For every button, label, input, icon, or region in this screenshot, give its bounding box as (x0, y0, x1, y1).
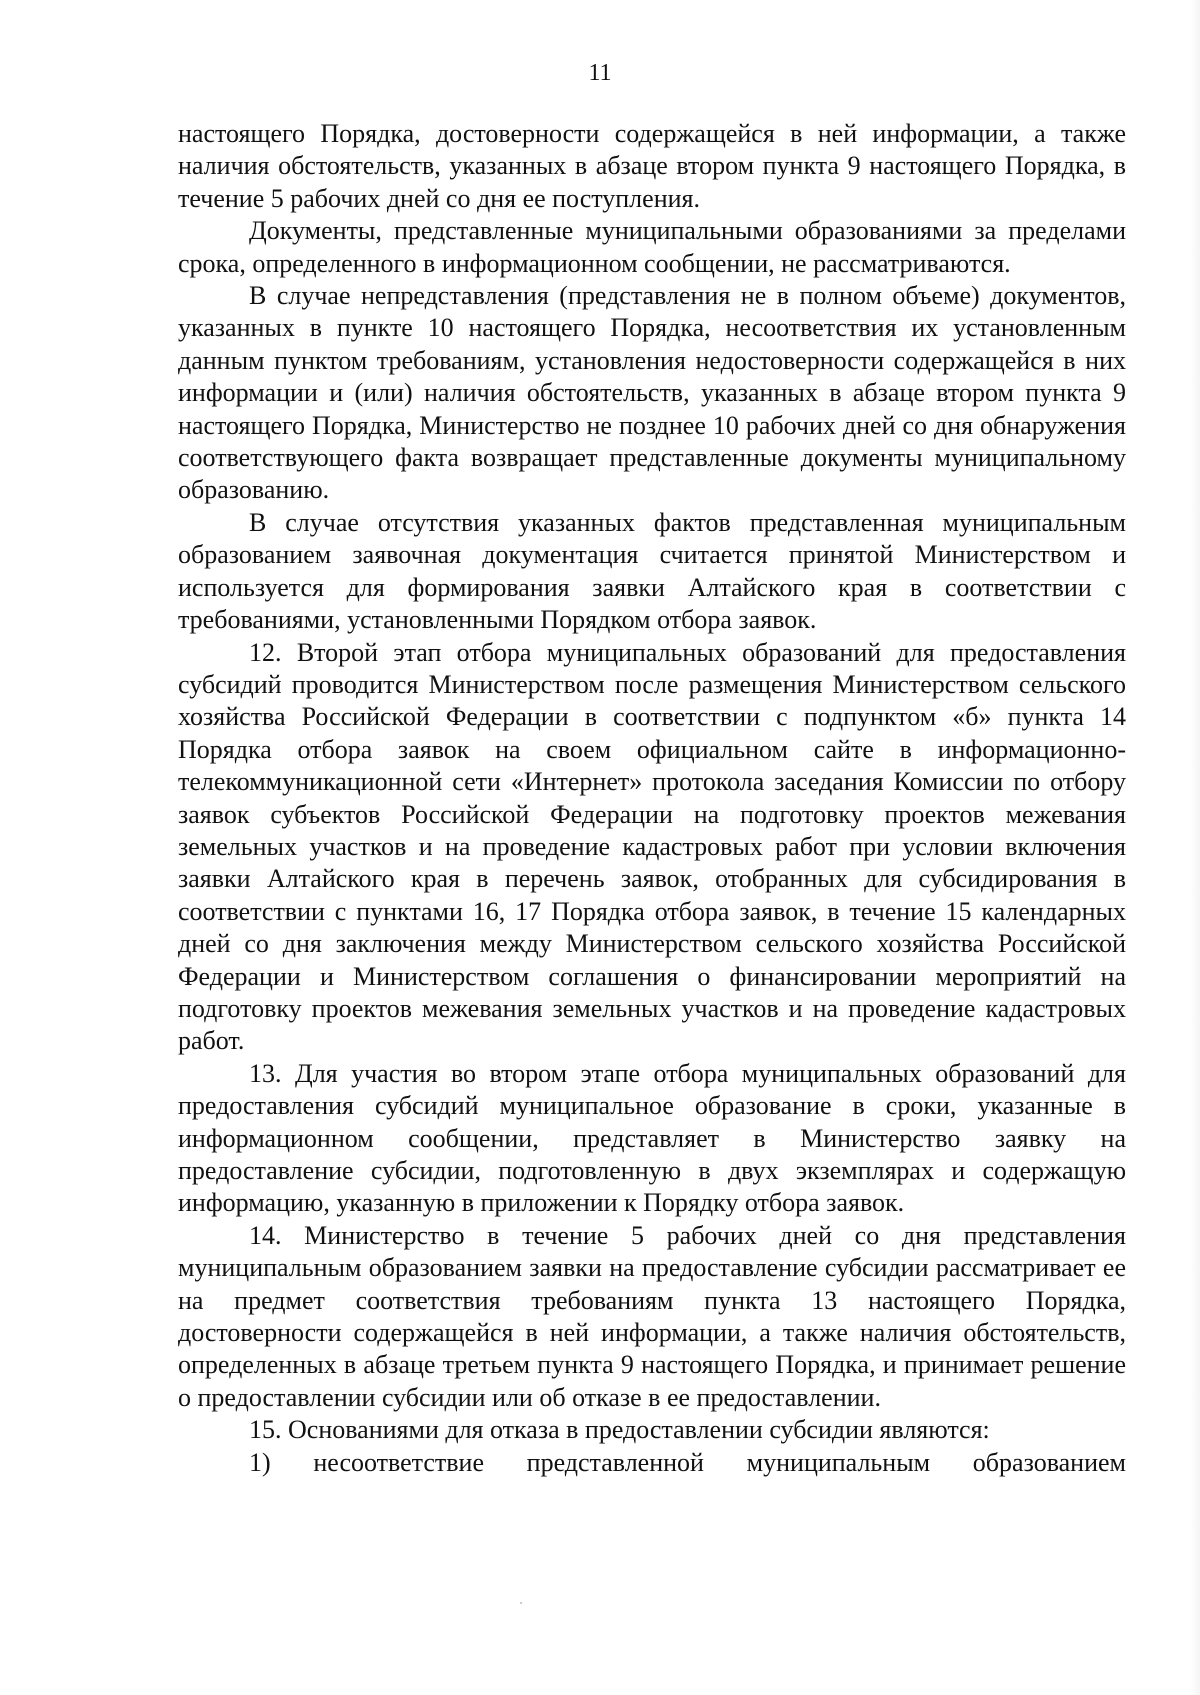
scan-speck (520, 1602, 522, 1604)
paragraph-item-13: 13. Для участия во втором этапе отбора муниципальных образований для предоставления субсидий муниципальное образование в сроки, указанные в информационном сообщении, представляет в Министерство заявку на предоставление субсидии, подготовленную в двух экземплярах и содержащую информацию, указанную в приложении к Порядку отбора заявок. (178, 1058, 1126, 1218)
page-number: 11 (588, 60, 612, 86)
paragraph-item-14: 14. Министерство в течение 5 рабочих дней со дня представления муниципальным образованием заявки на предоставление субсидии рассматривает ее на предмет соответствия требованиям пункта 13 настоящего Порядка, достоверности содержащейся в ней информации, а также наличия обстоятельств, определенных в абзаце третьем пункта 9 настоящего Порядка, и принимает решение о предоставлении субсидии или об отказе в ее предоставлении. (178, 1220, 1126, 1412)
paragraph-item-12: 12. Второй этап отбора муниципальных образований для предоставления субсидий проводится Министерством после размещения Министерством сельского хозяйства Российской Федерации в соответствии с подпунктом «б» пункта 14 Порядка отбора заявок на своем официальном сайте в информационно-телекоммуникационной сети «Интернет» протокола заседания Комиссии по отбору заявок субъектов Российской Федерации на подготовку проектов межевания земельных участков и на проведение кадастровых работ при условии включения заявки Алтайского края в перечень заявок, отобранных для субсидирования в соответствии с пунктами 16, 17 Порядка отбора заявок, в течение 15 календарных дней со дня заключения между Министерством сельского хозяйства Российской Федерации и Министерством соглашения о финансировании мероприятий на подготовку проектов межевания земельных участков и на проведение кадастровых работ. (178, 637, 1126, 1056)
paragraph-item-15-subitem-1: 1) несоответствие представленной муниципальным образованием (249, 1447, 1126, 1477)
paragraph-absence-of-facts: В случае отсутствия указанных фактов представленная муниципальным образованием заявочная документация считается принятой Министерством и используется для формирования заявки Алтайского края в соответствии с требованиями, установленными Порядком отбора заявок. (178, 507, 1126, 635)
paragraph-item-15: 15. Основаниями для отказа в предоставлении субсидии являются: (249, 1415, 990, 1445)
paragraph-documents-outside-deadline: Документы, представленные муниципальными образованиями за пределами срока, определенного в информационном сообщении, не рассматриваются. (178, 216, 1126, 278)
paragraph-continuation: настоящего Порядка, достоверности содержащейся в ней информации, а также наличия обстоятельств, указанных в абзаце втором пункта 9 настоящего Порядка, в течение 5 рабочих дней со дня ее поступления. (178, 119, 1126, 213)
document-body (178, 118, 1126, 1479)
scan-edge-shadow (1190, 0, 1200, 1695)
paragraph-non-submission: В случае непредставления (представления не в полном объеме) документов, указанных в пункте 10 настоящего Порядка, несоответствия их установленным данным пунктом требованиям, установления недостоверности содержащейся в них информации и (или) наличия обстоятельств, указанных в абзаце втором пункта 9 настоящего Порядка, Министерство не позднее 10 рабочих дней со дня обнаружения соответствующего факта возвращает представленные документы муниципальному образованию. (178, 281, 1126, 505)
